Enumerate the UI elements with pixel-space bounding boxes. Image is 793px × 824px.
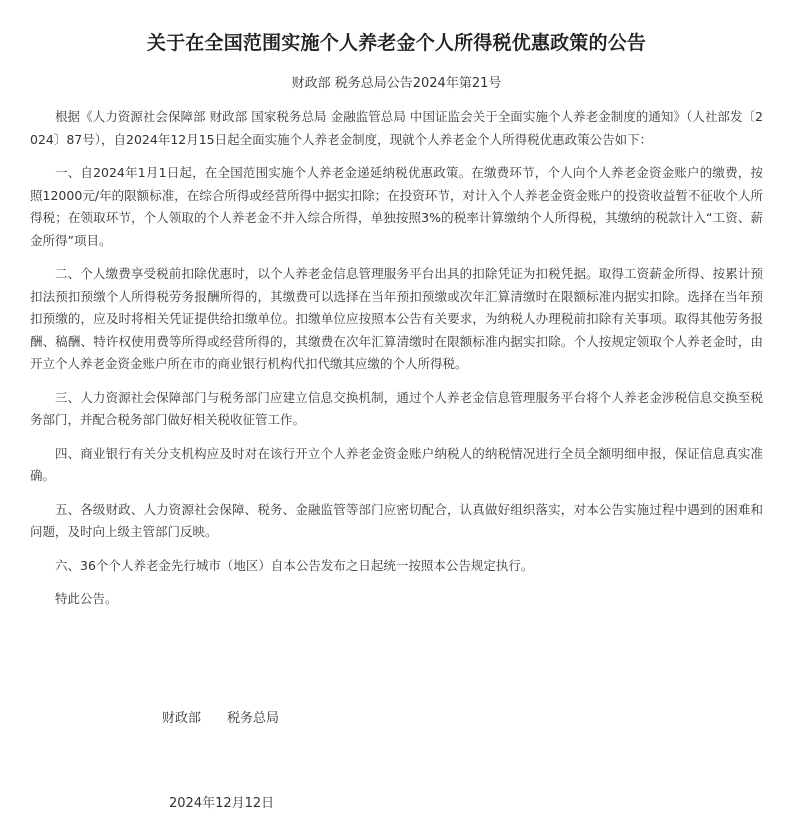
clause-two-paragraph: 二、个人缴费享受税前扣除优惠时，以个人养老金信息管理服务平台出具的扣除凭证为扣税凭据。取得工资薪金所得、按累计预扣法预扣预缴个人所得税劳务报酬所得的，其缴费可以选择在当年预扣预缴或次年汇算清缴时在限额标准内据实扣除。选择在当年预扣预缴的，应及时将相关凭证提供给扣缴单位。扣缴单位应按照本公告有关要求，为纳税人办理税前扣除有关事项。取得其他劳务报酬、稿酬、特许权使用费等所得或经营所得的，其缴费在次年汇算清缴时在限额标准内据实扣除。个人按规定领取个人养老金时，由开立个人养老金资金账户所在市的商业银行机构代扣代缴其应缴的个人所得税。 xyxy=(30,266,763,371)
document-date: 2024年12月12日 xyxy=(169,796,275,811)
clause-one-paragraph: 一、自2024年1月1日起，在全国范围实施个人养老金递延纳税优惠政策。在缴费环节，个人向个人养老金资金账户的缴费，按照12000元/年的限额标准，在综合所得或经营所得中据实扣除；在投资环节，对计入个人养老金资金账户的投资收益暂不征收个人所得税；在领取环节，个人领取的个人养老金不并入综合所得，单独按照3%的税率计算缴纳个人所得税，其缴纳的税款计入“工资、薪金所得”项目。 xyxy=(30,165,763,248)
document-title: 关于在全国范围实施个人养老金个人所得税优惠政策的公告 xyxy=(146,32,647,54)
closing-paragraph: 特此公告。 xyxy=(55,591,118,606)
signature-org-ministry-of-finance: 财政部 xyxy=(162,711,202,726)
clause-five-paragraph: 五、各级财政、人力资源社会保障、税务、金融监管等部门应密切配合，认真做好组织落实，对本公告实施过程中遇到的困难和问题，及时向上级主管部门反映。 xyxy=(30,501,763,539)
signature-org-tax-administration: 税务总局 xyxy=(227,711,280,726)
clause-three-paragraph: 三、人力资源社会保障部门与税务部门应建立信息交换机制，通过个人养老金信息管理服务平台将个人养老金涉税信息交换至税务部门，并配合税务部门做好相关税收征管工作。 xyxy=(30,389,763,427)
document-body xyxy=(30,106,763,622)
document-number: 财政部 税务总局公告2024年第21号 xyxy=(291,76,502,91)
clause-four-paragraph: 四、商业银行有关分支机构应及时对在该行开立个人养老金资金账户纳税人的纳税情况进行全员全额明细申报，保证信息真实准确。 xyxy=(30,445,763,483)
signature-block xyxy=(162,709,279,729)
clause-six-paragraph: 六、36个个人养老金先行城市（地区）自本公告发布之日起统一按照本公告规定执行。 xyxy=(55,557,534,573)
intro-paragraph: 根据《人力资源社会保障部 财政部 国家税务总局 金融监管总局 中国证监会关于全面实施个人养老金制度的通知》（人社部发〔2024〕87号），自2024年12月15日起全面实施个人养老金制度，现就个人养老金个人所得税优惠政策公告如下： xyxy=(30,109,763,147)
